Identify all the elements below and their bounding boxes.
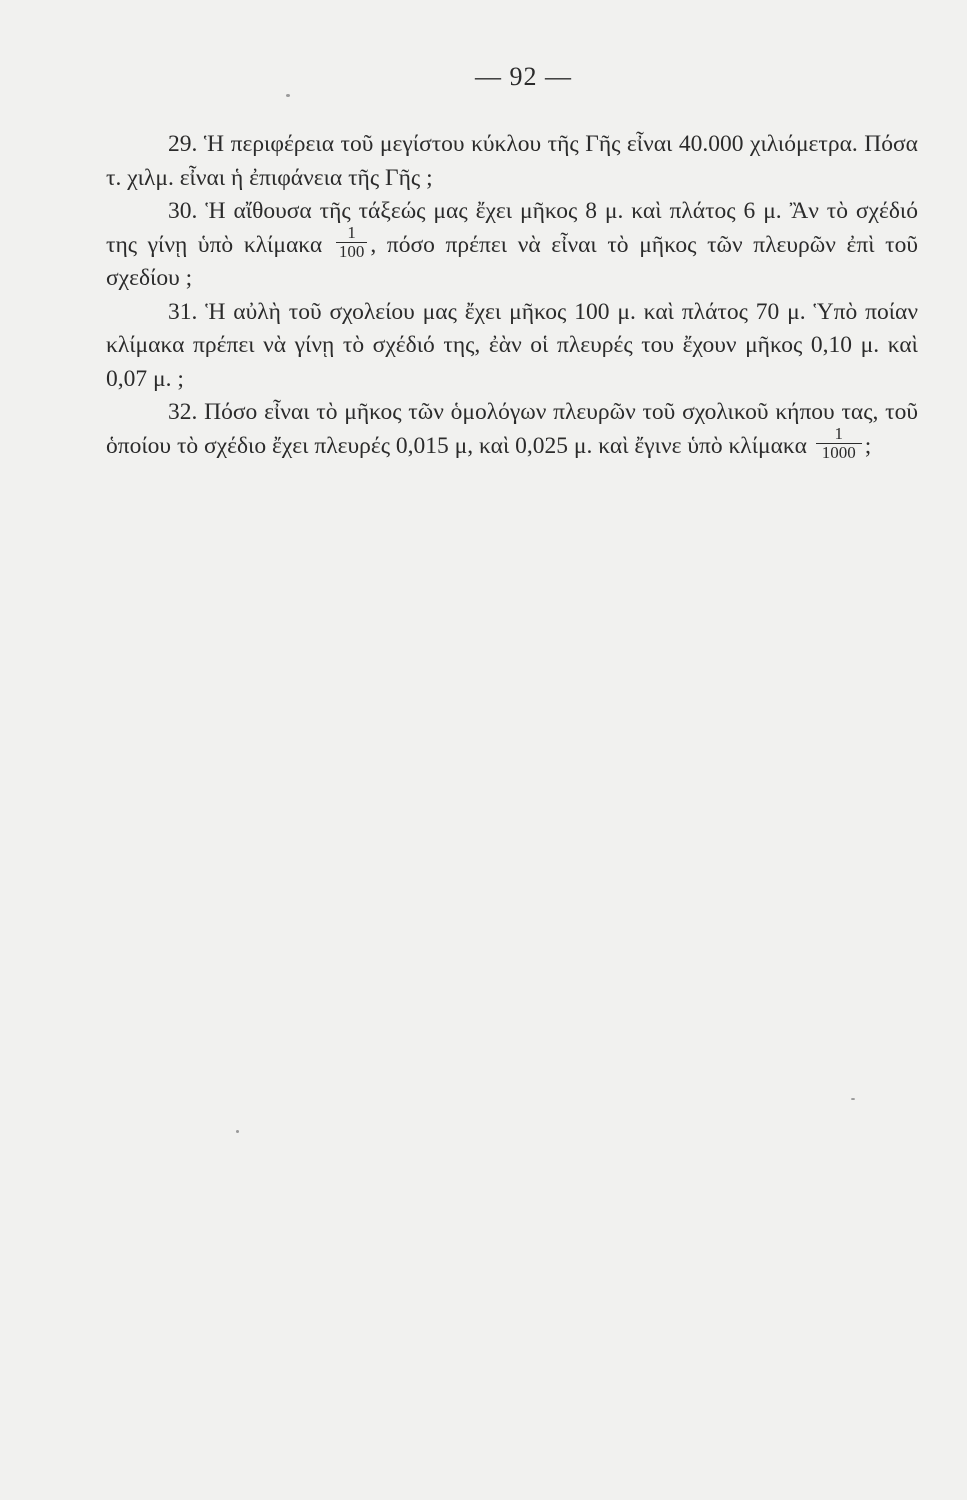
problem-text: Ἡ αὐλὴ τοῦ σχολείου μας ἔχει μῆκος 100 μ. καὶ πλάτος 70 μ. Ὑπὸ ποίαν κλίμακα πρέπει νὰ γίνῃ τὸ σχέδιό της, ἐὰν οἱ πλευρές του ἔχουν μῆκος 0,10 μ. καὶ 0,07 μ. ; — [106, 298, 918, 392]
fraction-numerator: 1 — [347, 222, 356, 242]
scale-fraction — [336, 222, 368, 261]
scale-fraction — [816, 423, 862, 462]
problem-number: 29. — [168, 131, 198, 157]
problem-list — [106, 128, 918, 463]
problem-number: 30. — [168, 198, 198, 224]
problem-text-after-fraction: ; — [864, 432, 872, 459]
problem-number: 31. — [168, 298, 198, 325]
problem-text-before-fraction: Πόσο εἶναι τὸ μῆκος τῶν ὁμολόγων πλευρῶν τοῦ σχολικοῦ κήπου τας, τοῦ ὁποίου τὸ σχέδιο ἔχει πλευρές 0,015 μ, καὶ 0,025 μ. καὶ ἔγινε ὑπὸ κλίμακα — [106, 399, 919, 459]
problem-number: 32. — [168, 399, 198, 425]
problem-text-before-fraction: Ἡ αἴθουσα τῆς τάξεώς μας ἔχει μῆκος 8 μ. καὶ πλάτος 6 μ. Ἂν τὸ σχέδιό της γίνῃ ὑπὸ κλίμακα — [106, 198, 918, 258]
problem-text-after-fraction: , πόσο πρέπει νὰ εἶναι τὸ μῆκος τῶν πλευρῶν ἐπὶ τοῦ σχεδίου ; — [106, 231, 919, 291]
paper-speck — [236, 1130, 239, 1133]
problem-31 — [106, 296, 918, 397]
fraction-denominator: 1000 — [816, 443, 862, 461]
problem-29 — [106, 128, 918, 195]
paper-speck — [286, 94, 290, 97]
paper-speck — [851, 1098, 855, 1100]
problem-30 — [106, 195, 918, 296]
fraction-numerator: 1 — [834, 423, 844, 443]
problem-text: Ἡ περιφέρεια τοῦ μεγίστου κύκλου τῆς Γῆς εἶναι 40.000 χιλιόμετρα. Πόσα τ. χιλμ. εἶναι ἡ ἐπιφάνεια τῆς Γῆς ; — [106, 131, 918, 191]
problem-32 — [106, 396, 918, 463]
page-number: — 92 — — [475, 62, 572, 91]
fraction-denominator: 100 — [336, 242, 368, 260]
